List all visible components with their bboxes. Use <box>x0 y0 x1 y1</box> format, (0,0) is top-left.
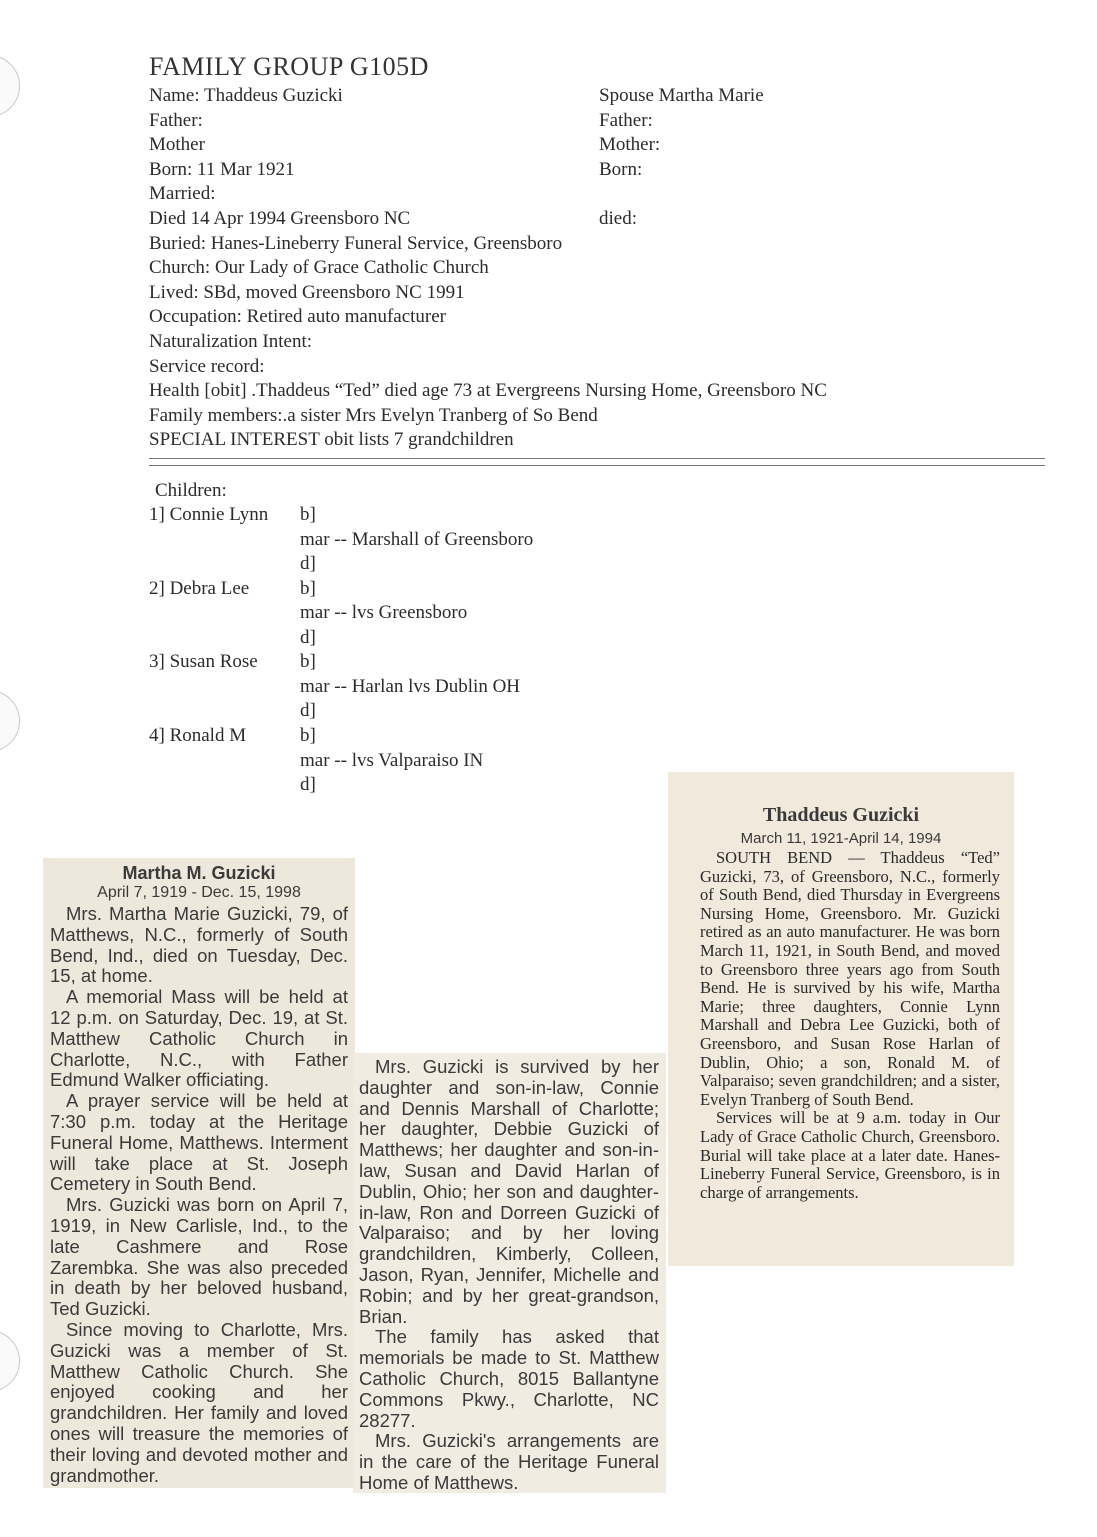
obituary-body <box>359 1057 659 1494</box>
obituary-clipping-thaddeus <box>668 772 1014 1266</box>
field-line: Buried: Hanes-Lineberry Funeral Service, Greensboro <box>149 232 563 254</box>
binder-hole-middle <box>0 690 20 752</box>
child-died: d] <box>300 626 316 648</box>
obituary-paragraph: Mrs. Guzicki is survived by her daughter and son-in-law, Connie and Dennis Marshall of Charlotte; her daughter, Debbie Guzicki of Matthews; her daughter and son-in-law, Susan and David Harlan of Dublin, Ohio; her son and daughter-in-law, Ron and Dorreen Guzicki of Valparaiso; and by her loving grandchildren, Kimberly, Colleen, Jason, Ryan, Jennifer, Michelle and Robin; and by her great-grandson, Brian. <box>359 1056 659 1327</box>
obituary-dates: April 7, 1919 - Dec. 15, 1998 <box>97 884 301 901</box>
obituary-body <box>700 849 1000 1202</box>
obituary-paragraph: Since moving to Charlotte, Mrs. Guzicki was a member of St. Matthew Catholic Church. She enjoyed cooking and her grandchildren. Her family and loved ones will treasure the memories of their loving and devoted mother and grandmother. <box>50 1318 348 1486</box>
spouse-field-line: Mother: <box>599 134 661 156</box>
obituary-paragraph: Services will be at 9 a.m. today in Our Lady of Grace Catholic Church, Greensboro. Burial will take place at a later date. Hanes-Lineberry Funeral Service, Greensboro, is in charge of arrangements. <box>700 1108 1000 1202</box>
binder-hole-bottom <box>0 1330 20 1392</box>
field-line: Family members:.a sister Mrs Evelyn Tranberg of So Bend <box>149 404 598 426</box>
obituary-body <box>50 904 348 1486</box>
child-married: mar -- Marshall of Greensboro <box>300 528 534 550</box>
child-married: mar -- lvs Greensboro <box>300 602 468 624</box>
obituary-clipping-martha <box>43 858 355 1488</box>
obituary-dates: March 11, 1921-April 14, 1994 <box>740 830 942 847</box>
field-line: Occupation: Retired auto manufacturer <box>149 306 447 328</box>
obituary-paragraph: The family has asked that memorials be made to St. Matthew Catholic Church, 8015 Ballantyne Commons Pkwy., Charlotte, NC 28277. <box>359 1326 659 1431</box>
child-name: 2] Debra Lee <box>149 577 250 599</box>
field-line: Married: <box>149 183 216 205</box>
field-line: Mother <box>149 134 205 156</box>
field-line: Church: Our Lady of Grace Catholic Church <box>149 257 489 279</box>
child-married: mar -- Harlan lvs Dublin OH <box>300 675 521 697</box>
obituary-clipping-martha-continued <box>353 1053 666 1493</box>
obituary-paragraph: SOUTH BEND — Thaddeus “Ted” Guzicki, 73, of Greensboro, N.C., formerly of South Bend, died Thursday in Evergreens Nursing Home, Greensboro. Mr. Guzicki retired as an auto manufacturer. He was born March 11, 1921, in South Bend, and moved to Greensboro three years ago from South Bend. He is survived by his wife, Martha Marie; three daughters, Connie Lynn Marshall and Debra Lee Guzicki, both of Greensboro, and Susan Rose Harlan of Dublin, Ohio; a son, Ronald M. of Valparaiso; seven grandchildren; and a sister, Evelyn Tranberg of South Bend. <box>700 848 1000 1109</box>
field-line: Born: 11 Mar 1921 <box>149 158 295 180</box>
obituary-paragraph: Mrs. Guzicki was born on April 7, 1919, in New Carlisle, Ind., to the late Cashmere and Rose Zarembka. She was also preceded in death by her beloved husband, Ted Guzicki. <box>50 1194 348 1320</box>
spouse-field-line: Father: <box>599 109 653 131</box>
obituary-paragraph: A prayer service will be held at 7:30 p.m. today at the Heritage Funeral Home, Matthews. Interment will take place at St. Joseph Cemetery in South Bend. <box>50 1090 348 1195</box>
child-name: 3] Susan Rose <box>149 651 258 673</box>
child-married: mar -- lvs Valparaiso IN <box>300 749 484 771</box>
binder-hole-top <box>0 55 20 117</box>
field-line: Service record: <box>149 355 265 377</box>
field-line: Name: Thaddeus Guzicki <box>149 85 343 106</box>
children-label: Children: <box>155 480 227 501</box>
field-line: Health [obit] .Thaddeus “Ted” died age 73 at Evergreens Nursing Home, Greensboro NC <box>149 380 827 402</box>
spouse-field-line: died: <box>599 208 637 229</box>
field-line: Died 14 Apr 1994 Greensboro NC <box>149 208 411 229</box>
field-line: Father: <box>149 109 203 131</box>
child-born: b] <box>300 651 316 673</box>
obituary-paragraph: Mrs. Guzicki's arrangements are in the care of the Heritage Funeral Home of Matthews. <box>359 1430 659 1493</box>
obituary-name: Martha M. Guzicki <box>122 863 276 883</box>
child-born: b] <box>300 577 316 599</box>
child-born: b] <box>300 725 316 747</box>
child-born: b] <box>300 504 316 525</box>
obituary-paragraph: Mrs. Martha Marie Guzicki, 79, of Matthews, N.C., formerly of South Bend, Ind., died on Tuesday, Dec. 15, at home. <box>50 903 348 987</box>
page-title: FAMILY GROUP G105D <box>149 52 429 81</box>
divider-rule <box>149 458 1045 466</box>
field-line: SPECIAL INTEREST obit lists 7 grandchildren <box>149 429 514 451</box>
obituary-paragraph: A memorial Mass will be held at 12 p.m. on Saturday, Dec. 19, at St. Matthew Catholic Church in Charlotte, N.C., with Father Edmund Walker officiating. <box>50 986 348 1091</box>
field-line: Lived: SBd, moved Greensboro NC 1991 <box>149 281 465 303</box>
spouse-field-line: Born: <box>599 158 643 180</box>
field-line: Naturalization Intent: <box>149 331 313 352</box>
spouse-field-line: Spouse Martha Marie <box>599 85 764 106</box>
child-died: d] <box>300 774 316 796</box>
child-died: d] <box>300 700 316 722</box>
child-name: 4] Ronald M <box>149 725 247 747</box>
obituary-name: Thaddeus Guzicki <box>762 804 920 826</box>
child-name: 1] Connie Lynn <box>149 504 269 525</box>
child-died: d] <box>300 553 316 574</box>
